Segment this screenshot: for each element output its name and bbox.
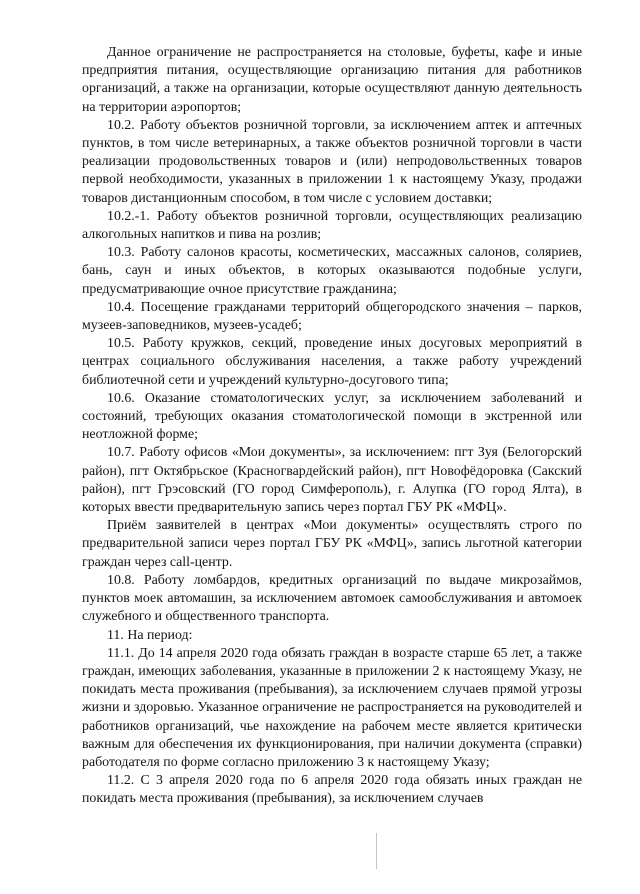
paragraph-10-7: 10.7. Работу офисов «Мои документы», за исключением: пгт Зуя (Белогорский район), пгт Октябрьское (Красногвардейский район), пгт Новофёдоровка (Сакский район), пгт Грэсовский (ГО город Симферополь), г. Алупка (ГО город Ялта), в которых ввести предварительную запись через портал ГБУ РК «МФЦ».	[82, 445, 582, 516]
paragraph-11-2: 11.2. С 3 апреля 2020 года по 6 апреля 2020 года обязать иных граждан не покидать места проживания (пребывания), за исключением случаев	[82, 773, 582, 807]
paragraph-10-2: 10.2. Работу объектов розничной торговли, за исключением аптек и аптечных пунктов, в том числе ветеринарных, а также объектов розничной торговли в части реализации продовольственных товаров и (или) непродовольственных товаров первой необходимости, указанных в приложении 1 к настоящему Указу, продажи товаров дистанционным способом, в том числе с условием доставки;	[82, 117, 582, 206]
paragraph-11-1: 11.1. До 14 апреля 2020 года обязать граждан в возрасте старше 65 лет, а также граждан, имеющих заболевания, указанные в приложении 2 к настоящему Указу, не покидать места проживания (пребывания), за исключением случаев прямой угрозы жизни и здоровью. Указанное ограничение не распространяется на руководителей и работников организаций, чье нахождение на рабочем месте является критически важным для обеспечения их функционирования, при наличии документа (справки) работодателя по форме согласно приложению 3 к настоящему Указу;	[82, 645, 582, 770]
paragraph-10-2-1: 10.2.-1. Работу объектов розничной торговли, осуществляющих реализацию алкогольных напитков и пива на розлив;	[82, 208, 582, 243]
document-page	[82, 44, 582, 809]
scan-artifact-mark	[376, 833, 385, 869]
paragraph-11: 11. На период:	[107, 627, 193, 643]
paragraph-ogranichenie-pitanie: Данное ограничение не распространяется на столовые, буфеты, кафе и иные предприятия питания, осуществляющие организацию питания для работников организаций, а также на организации, которые осуществляют данную деятельность на территории аэропортов;	[82, 45, 582, 115]
paragraph-10-5: 10.5. Работу кружков, секций, проведение иных досуговых мероприятий в центрах социального обслуживания населения, а также работу учреждений библиотечной сети и учреждений культурно-досугового типа;	[82, 336, 582, 388]
paragraph-10-4: 10.4. Посещение гражданами территорий общегородского значения – парков, музеев-заповедников, музеев-усадеб;	[82, 299, 582, 334]
paragraph-priem-zayaviteley: Приём заявителей в центрах «Мои документы» осуществлять строго по предварительной записи через портал ГБУ РК «МФЦ», запись льготной категории граждан через call-центр.	[82, 518, 582, 570]
paragraph-10-3: 10.3. Работу салонов красоты, косметических, массажных салонов, соляриев, бань, саун и иных объектов, в которых оказываются подобные услуги, предусматривающие очное присутствие гражданина;	[82, 245, 582, 297]
paragraph-10-8: 10.8. Работу ломбардов, кредитных организаций по выдаче микрозаймов, пунктов моек автомашин, за исключением автомоек самообслуживания и автомоек служебного и общественного транспорта.	[82, 572, 582, 625]
paragraph-10-6: 10.6. Оказание стоматологических услуг, за исключением заболеваний и состояний, требующих оказания стоматологической помощи в экстренной или неотложной форме;	[82, 390, 582, 443]
